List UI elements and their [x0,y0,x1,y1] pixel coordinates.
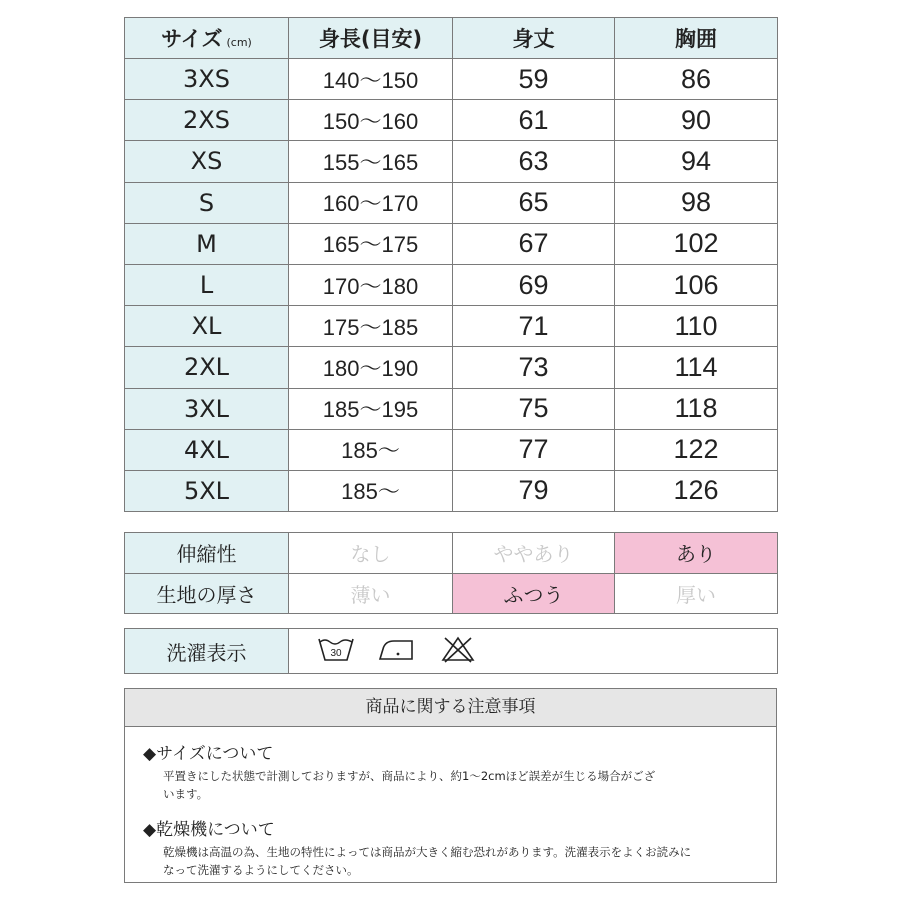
length-cell: 69 [453,264,615,305]
table-row [125,223,778,264]
height-cell: 185～ [289,470,453,511]
stretch-option-none: なし [289,533,453,574]
stretch-row [125,533,778,574]
length-cell: 71 [453,306,615,347]
table-row [125,59,778,100]
table-row [125,182,778,223]
iron-low-icon [378,635,416,667]
table-row [125,306,778,347]
header-length: 身丈 [453,18,615,59]
no-tumble-dry-icon [439,634,477,668]
length-cell: 73 [453,347,615,388]
header-chest: 胸囲 [615,18,778,59]
size-cell: 3XS [125,59,289,100]
size-table [124,17,778,512]
note-size-title: ◆サイズについて [143,744,274,764]
table-row [125,100,778,141]
chest-cell: 102 [615,223,778,264]
length-cell: 63 [453,141,615,182]
thickness-row [125,573,778,614]
note-size-text-2: います。 [163,787,209,801]
length-cell: 65 [453,182,615,223]
wash-30-icon [317,635,355,667]
table-row [125,141,778,182]
note-dryer-text-1: 乾燥機は高温の為、生地の特性によっては商品が大きく縮む恐れがあります。洗濯表示をよくお読みに [163,845,692,859]
size-cell: L [125,264,289,305]
wash-icons [289,629,778,674]
table-row [125,470,778,511]
size-cell: 2XL [125,347,289,388]
chest-cell: 126 [615,470,778,511]
height-cell: 175～185 [289,306,453,347]
size-cell: XL [125,306,289,347]
chest-cell: 114 [615,347,778,388]
stretch-option-yes: あり [615,533,778,574]
size-cell: 3XL [125,388,289,429]
notes-box [124,688,777,883]
note-dryer-text-2: なって洗濯するようにしてください。 [163,863,359,877]
chest-cell: 110 [615,306,778,347]
height-cell: 150～160 [289,100,453,141]
height-cell: 180～190 [289,347,453,388]
note-size-text-1: 平置きにした状態で計測しておりますが、商品により、約1～2cmほど誤差が生じる場合がござ [163,769,656,783]
thickness-label: 生地の厚さ [125,573,289,614]
chest-cell: 106 [615,264,778,305]
height-cell: 185～195 [289,388,453,429]
length-cell: 67 [453,223,615,264]
height-cell: 140～150 [289,59,453,100]
table-row [125,347,778,388]
chest-cell: 90 [615,100,778,141]
note-dryer-title: ◆乾燥機について [143,820,275,840]
header-size-unit: (cm) [226,36,252,49]
size-cell: M [125,223,289,264]
chest-cell: 122 [615,429,778,470]
length-cell: 75 [453,388,615,429]
header-height: 身長(目安) [289,18,453,59]
note-dryer [143,815,758,879]
thickness-option-thick: 厚い [615,573,778,614]
header-size-label: サイズ [161,27,223,51]
notes-title: 商品に関する注意事項 [125,689,776,727]
wash-label: 洗濯表示 [125,629,289,674]
header-size [125,18,289,59]
wash-table [124,628,778,674]
height-cell: 185～ [289,429,453,470]
height-cell: 155～165 [289,141,453,182]
size-cell: 2XS [125,100,289,141]
length-cell: 79 [453,470,615,511]
chest-cell: 86 [615,59,778,100]
wash-temperature: 30 [330,648,342,659]
height-cell: 160～170 [289,182,453,223]
length-cell: 77 [453,429,615,470]
thickness-option-normal: ふつう [453,573,615,614]
height-cell: 170～180 [289,264,453,305]
length-cell: 59 [453,59,615,100]
size-cell: 5XL [125,470,289,511]
stretch-option-slight: ややあり [453,533,615,574]
size-cell: XS [125,141,289,182]
size-cell: 4XL [125,429,289,470]
height-cell: 165～175 [289,223,453,264]
size-cell: S [125,182,289,223]
table-row [125,429,778,470]
thickness-option-thin: 薄い [289,573,453,614]
chest-cell: 98 [615,182,778,223]
table-row [125,264,778,305]
chest-cell: 94 [615,141,778,182]
table-row [125,388,778,429]
length-cell: 61 [453,100,615,141]
chest-cell: 118 [615,388,778,429]
stretch-label: 伸縮性 [125,533,289,574]
attributes-table [124,532,778,614]
note-size [143,739,758,803]
